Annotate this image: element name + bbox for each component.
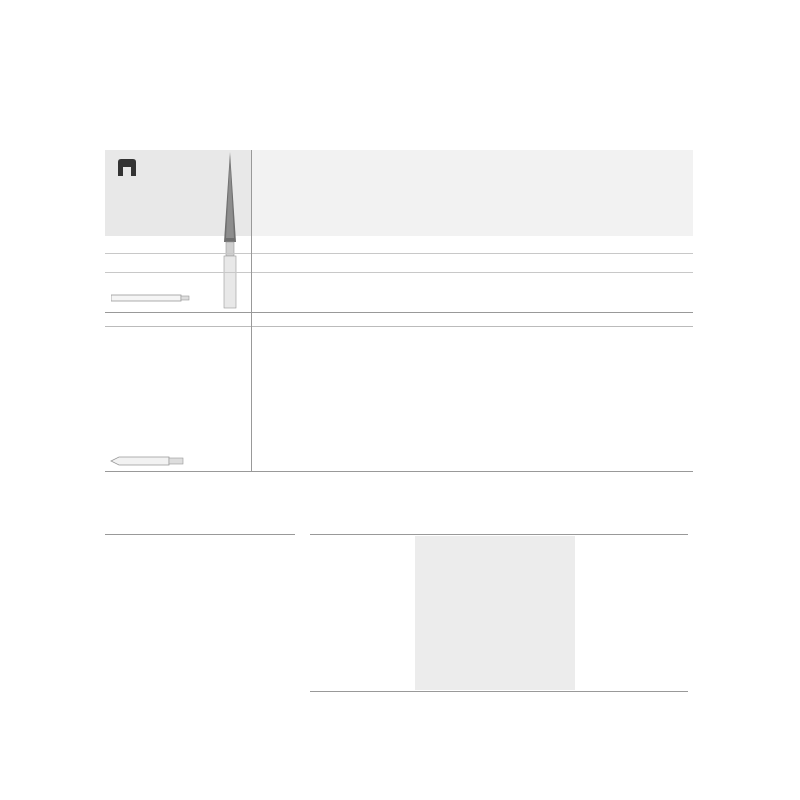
divider [310, 534, 688, 535]
header-panel-right [251, 150, 693, 236]
divider [105, 471, 693, 472]
granulometry-shade [415, 536, 575, 690]
divider [105, 534, 295, 535]
cavity-preparation-icon [115, 156, 139, 180]
divider [105, 272, 693, 273]
indications-section [105, 519, 285, 531]
vertical-divider [251, 150, 252, 472]
divider [105, 312, 693, 313]
bur-catalog-table [105, 150, 693, 472]
fg-shank-icon [111, 292, 191, 304]
ra-shank-icon [109, 454, 189, 468]
divider [310, 691, 688, 692]
bur-illustration [215, 150, 245, 310]
divider [105, 326, 693, 327]
divider [105, 253, 693, 254]
